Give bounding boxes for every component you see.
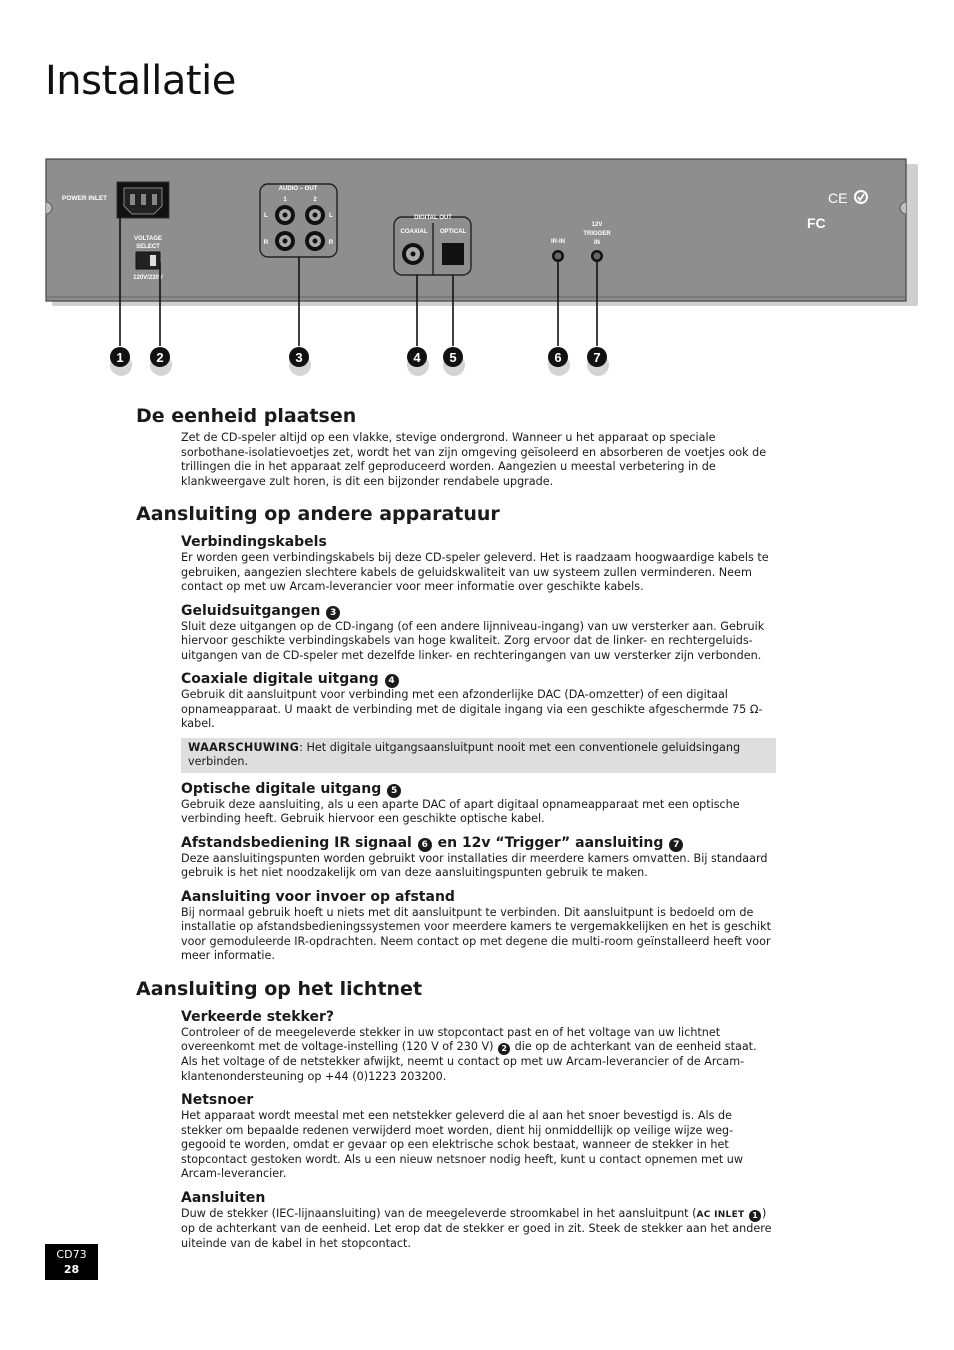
- callout-5: [443, 347, 465, 376]
- ac-inlet-label: AC INLET: [696, 1209, 745, 1220]
- callout-2: [150, 347, 172, 376]
- rear-panel-diagram: [40, 150, 920, 400]
- badge-7: 7: [669, 838, 683, 852]
- page-footer: [45, 1244, 98, 1280]
- svg-text:L: L: [329, 212, 333, 219]
- subsection-wrong-plug: [181, 1008, 776, 1085]
- svg-text:IN: IN: [594, 240, 600, 246]
- heading-mains: Aansluiting op het lichtnet: [136, 977, 423, 1000]
- svg-text:1: 1: [116, 350, 124, 365]
- ce-mark: CE: [828, 190, 848, 206]
- svg-text:2: 2: [313, 196, 317, 203]
- svg-text:R: R: [328, 239, 334, 246]
- fcc-mark: FC: [807, 215, 826, 231]
- subsection-remote-input: [181, 888, 776, 964]
- optical-body: Gebruik deze aansluiting, als u een aparte DAC of apart digitaal opnameapparaat met een optische verbinding heeft. Gebruik hiervoor een geschikte optische kabel.: [181, 797, 740, 825]
- svg-text:TRIGGER: TRIGGER: [583, 231, 611, 237]
- svg-text:L: L: [264, 212, 268, 219]
- trigger-jack: [591, 250, 603, 262]
- badge-1: 1: [749, 1210, 761, 1222]
- coaxial-jack: [402, 243, 424, 265]
- wrong-plug-body: Controleer of de meegeleverde stekker in uw stopcontact past en of het voltage van uw lichtnet overeenkomt met de voltage-instelling (120 V of 230 V) 2 die op de achterkant van de eenheid staat. Als het voltage of de netstekker afwijkt, neemt u contact op met uw Arcam-leverancier of de Arcam-klantenondersteuning op +44 (0)1223 203200.: [181, 1025, 757, 1083]
- heading-connection: Aansluiting op andere apparatuur: [136, 503, 500, 525]
- ir-in-jack: [552, 250, 564, 262]
- svg-text:7: 7: [593, 350, 601, 365]
- voltage-values-label: 120V/230V: [133, 275, 163, 281]
- cord-body: Het apparaat wordt meestal met een netstekker geleverd die al aan het snoer bevestigd is. Als de stekker om bepaalde redenen verwijderd moet worden, dient hij onmiddellijk op veilige wijze weg-gegooid te worden, omdat er gevaar op een elektrische schok bestaat, wanneer de stekker in het stopcontact gestoken wordt. Als u een nieuw netsnoer nodig heeft, kunt u contact opnemen met uw Arcam-leverancier.: [181, 1109, 744, 1180]
- subsection-cord: [181, 1091, 776, 1182]
- audio-out-group: [260, 184, 337, 257]
- warning-text: : Het digitale uitgangsaansluitpunt nooit met een conventionele geluidsingang verbinden.: [188, 740, 741, 768]
- optical-label: OPTICAL: [439, 229, 467, 235]
- subsection-cables: [181, 533, 776, 595]
- callout-3: [289, 347, 311, 376]
- footer-model: CD73: [56, 1248, 87, 1261]
- ir-in-label: IR-IN: [551, 239, 565, 245]
- page-title: Installatie: [45, 58, 236, 104]
- optical-port: [442, 243, 464, 265]
- svg-text:12V: 12V: [591, 222, 603, 228]
- heading-optical: Optische digitale uitgang 5: [181, 780, 776, 798]
- coax-body: Gebruik dit aansluitpunt voor verbinding met een afzonderlijke DAC (DA-omzetter) of een digitaal opnameapparaat. U maakt de verbinding met de digitale ingang via een geschikte afgeschermde 75 Ω-kabel.: [181, 688, 763, 730]
- callout-1: [110, 347, 132, 376]
- section-placement: [136, 404, 776, 489]
- power-inlet-label: POWER INLET: [62, 195, 108, 202]
- connect-body: Duw de stekker (IEC-lijnaansluiting) van de meegeleverde stroomkabel in het aansluitpunt (AC INLET 1 ) op de achterkant van de eenheid. Let erop dat de stekker er goed in zit. Steek de stekker aan het andere uiteinde van de kabel in het stopcontact.: [181, 1206, 772, 1250]
- svg-text:R: R: [263, 239, 269, 246]
- heading-remote: Afstandsbediening IR signaal 6 en 12v “Trigger” aansluiting 7: [181, 834, 776, 852]
- rca-jack-l1: [275, 205, 295, 225]
- svg-text:2: 2: [156, 350, 164, 365]
- svg-text:5: 5: [449, 350, 457, 365]
- heading-cables: Verbindingskabels: [181, 534, 327, 550]
- rear-panel: [46, 159, 906, 301]
- svg-text:6: 6: [554, 350, 562, 365]
- heading-cord: Netsnoer: [181, 1092, 254, 1108]
- digital-out-label: DIGITAL OUT: [414, 215, 452, 221]
- svg-text:1: 1: [283, 196, 287, 203]
- remote-body: Deze aansluitingspunten worden gebruikt voor installaties dir meerdere kamers omvatten. Bij standaard gebruik is het niet noodzakelijk om van deze aansluitingspunten gebruik te maken.: [181, 851, 768, 879]
- badge-6: 6: [418, 838, 432, 852]
- badge-3: 3: [326, 606, 340, 620]
- rca-jack-r2: [305, 231, 325, 251]
- heading-audio-out: Geluidsuitgangen 3: [181, 602, 776, 620]
- subsection-coax: [181, 670, 776, 773]
- voltage-select-switch: [136, 252, 160, 269]
- voltage-select-label-2: SELECT: [136, 244, 160, 250]
- heading-remote-input: Aansluiting voor invoer op afstand: [181, 888, 455, 905]
- badge-2: 2: [498, 1043, 510, 1055]
- callout-7: [587, 347, 609, 376]
- audio-out-label: AUDIO – OUT: [278, 186, 318, 192]
- voltage-select-label-1: VOLTAGE: [133, 236, 163, 242]
- section-mains: [136, 977, 776, 1252]
- subsection-remote: [181, 834, 776, 881]
- badge-5: 5: [387, 784, 401, 798]
- badge-4: 4: [385, 674, 399, 688]
- warning-label: WAARSCHUWING: [188, 740, 300, 754]
- cables-body: Er worden geen verbindingskabels bij deze CD-speler geleverd. Het is raadzaam hoogwaardige kabels te gebruiken, aangezien slechtere kabels de geluidskwaliteit van uw systeem zullen verminderen. Neem contact op met uw Arcam-leverancier voor meer informatie over geschikte kabels.: [181, 551, 769, 593]
- rca-jack-r1: [275, 231, 295, 251]
- rca-jack-l2: [305, 205, 325, 225]
- remote-input-body: Bij normaal gebruik hoeft u niets met dit aansluitpunt te verbinden. Dit aansluitpunt is bedoeld om de installatie op afstandsbedieningssystemen voor meerdere kamers te vergemakkelijken en het is geschikt voor gemoduleerde IR-opdrachten. Neem contact op met degene die multi-room geïnstalleerd heeft voor meer informatie.: [181, 905, 771, 962]
- svg-text:4: 4: [413, 350, 421, 365]
- subsection-audio-out: [181, 602, 776, 664]
- callout-4: [407, 347, 429, 376]
- warning-box: [181, 738, 776, 773]
- callout-6: [548, 347, 570, 376]
- svg-text:3: 3: [295, 350, 303, 365]
- subsection-connect: [181, 1189, 776, 1252]
- footer-page-number: 28: [63, 1263, 80, 1276]
- audio-out-body: Sluit deze uitgangen op de CD-ingang (of een andere lijnniveau-ingang) van uw versterker aan. Gebruik hiervoor geschikte verbindingskabels van hoge kwaliteit. Zorg ervoor dat de linker- en rechtergeluids-uitgangen van de CD-speler met dezelfde linker- en rechteringangen van uw versterker zijn verbonden.: [181, 619, 765, 662]
- heading-coax: Coaxiale digitale uitgang 4: [181, 670, 776, 688]
- heading-connect: Aansluiten: [181, 1189, 266, 1206]
- main-content: [136, 404, 776, 1260]
- coaxial-label: COAXIAL: [400, 229, 428, 235]
- heading-placement: De eenheid plaatsen: [136, 405, 357, 427]
- heading-wrong-plug: Verkeerde stekker?: [181, 1008, 334, 1025]
- placement-body: Zet de CD-speler altijd op een vlakke, stevige ondergrond. Wanneer u het apparaat op speciale sorbothane-isolatievoetjes zet, wordt het van zijn omgeving geïsoleerd en absorberen de voetjes ook de trillingen die in het apparaat zelf geproduceerd worden. Aangezien u meestal verbetering in de klankweergave zult horen, is dit een bijzonder rendabele upgrade.: [181, 431, 767, 488]
- subsection-optical: [181, 780, 776, 827]
- section-connection: [136, 502, 776, 964]
